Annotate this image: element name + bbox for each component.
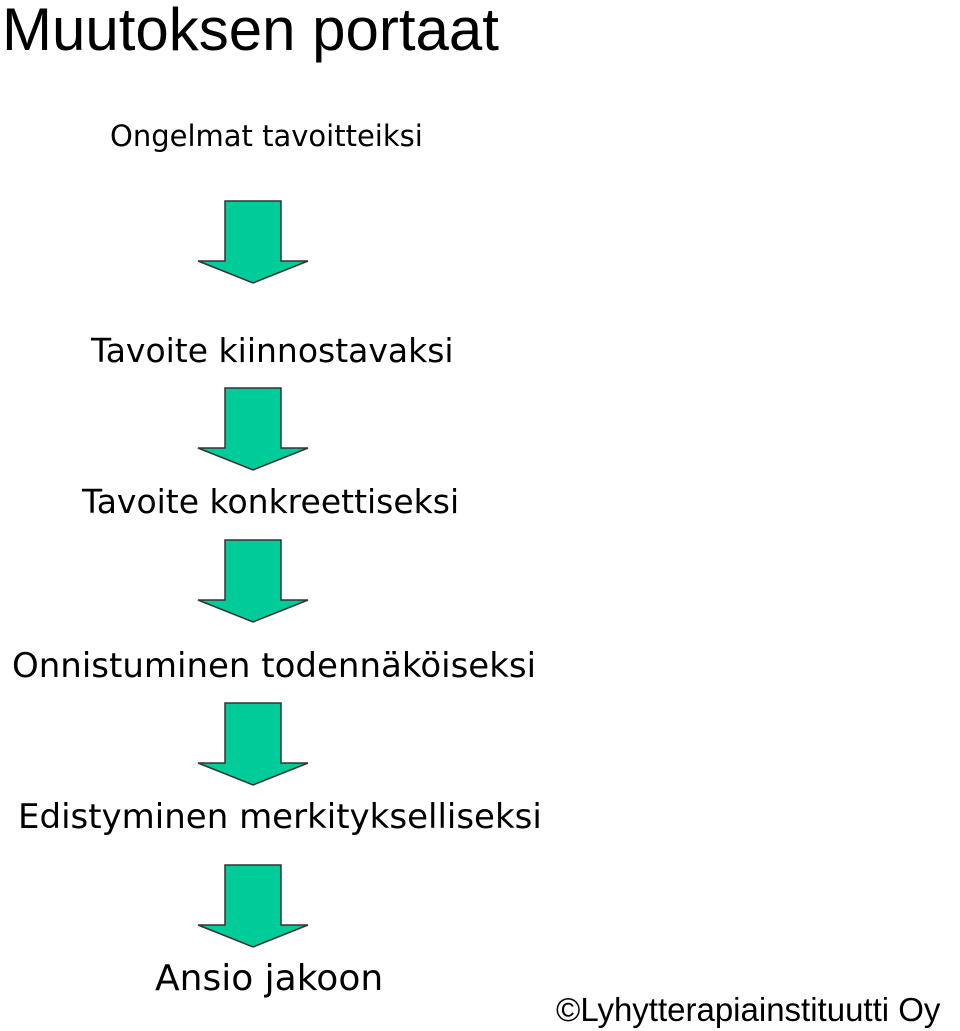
down-arrow-icon [196, 386, 310, 472]
step-label-2: Tavoite kiinnostavaksi [91, 331, 454, 370]
down-arrow-icon [196, 701, 310, 787]
down-arrow-icon [196, 863, 310, 949]
step-label-3: Tavoite konkreettiseksi [82, 482, 460, 521]
down-arrow-icon [196, 538, 310, 624]
copyright-notice: ©Lyhytterapiainstituutti Oy [556, 991, 941, 1028]
step-label-1: Ongelmat tavoitteiksi [110, 119, 423, 153]
page-title: Muutoksen portaat [2, 0, 499, 63]
step-label-5: Edistyminen merkitykselliseksi [18, 797, 542, 837]
down-arrow-icon [196, 199, 310, 285]
step-label-4: Onnistuminen todennäköiseksi [12, 646, 537, 686]
step-label-6: Ansio jakoon [155, 958, 384, 999]
